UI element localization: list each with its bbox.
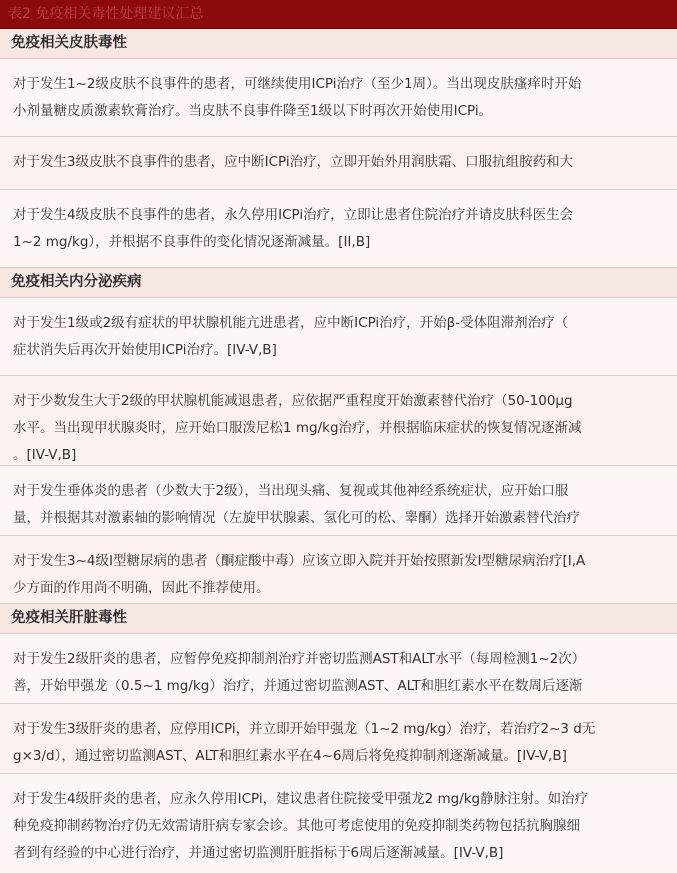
- row-text-line: 1~2 mg/kg），并根据不良事件的变化情况逐渐减量。[II,B]: [13, 234, 371, 250]
- row-text-line: 种免疫抑制药物治疗仍无效需请肝病专家会诊。其他可考虑使用的免疫抑制类药物包括抗胸腺细: [13, 818, 580, 834]
- row-text-line: 小剂量糖皮质激素软膏治疗。当皮肤不良事件降至1级以下时再次开始使用ICPi。: [13, 103, 493, 119]
- table-row: [0, 704, 677, 774]
- table-row: [0, 536, 677, 604]
- table-row: [0, 59, 677, 137]
- table-title: 表2 免疫相关毒性处理建议汇总: [0, 0, 677, 29]
- row-text-line: 。[IV-V,B]: [13, 447, 77, 463]
- table-row: [0, 298, 677, 376]
- row-text-line: 量，并根据其对激素轴的影响情况（左旋甲状腺素、氢化可的松、睾酮）选择开始激素替代治疗: [13, 510, 580, 526]
- table-row: [0, 466, 677, 536]
- row-text-line: 对于发生3级皮肤不良事件的患者，应中断ICPi治疗，立即开始外用润肤霜、口服抗组胺药和大: [13, 154, 574, 170]
- table-row: [0, 634, 677, 704]
- table-row: [0, 774, 677, 874]
- row-text-line: 对于发生3~4级I型糖尿病的患者（酮症酸中毒）应该立即入院并开始按照新发I型糖尿病治疗[I,A: [13, 553, 586, 569]
- row-text-line: 对于少数发生大于2级的甲状腺机能减退患者，应依据严重程度开始激素替代治疗（50-100μg: [13, 393, 573, 409]
- row-text-line: 对于发生垂体炎的患者（少数大于2级），当出现头痛、复视或其他神经系统症状，应开始口服: [13, 483, 569, 499]
- table-row: [0, 190, 677, 268]
- row-text-line: g×3/d），通过密切监测AST、ALT和胆红素水平在4~6周后将免疫抑制剂逐渐减量。[IV-V,B]: [13, 748, 567, 764]
- row-text-line: 对于发生1级或2级有症状的甲状腺机能亢进患者，应中断ICPi治疗，开始β-受体阻滞剂治疗（: [13, 315, 569, 331]
- row-text-line: 少方面的作用尚不明确，因此不推荐使用。: [13, 580, 270, 596]
- table-row: [0, 137, 677, 190]
- section-header-skin: 免疫相关皮肤毒性: [0, 29, 677, 59]
- row-text-line: 对于发生4级肝炎的患者，应永久停用ICPi，建议患者住院接受甲强龙2 mg/kg静脉注射。如治疗: [13, 791, 589, 807]
- row-text-line: 者到有经验的中心进行治疗，并通过密切监测肝脏指标于6周后逐渐减量。[IV-V,B]: [13, 845, 504, 861]
- row-text-line: 对于发生1~2级皮肤不良事件的患者，可继续使用ICPi治疗（至少1周）。当出现皮肤瘙痒时开始: [13, 76, 582, 92]
- row-text-line: 对于发生4级皮肤不良事件的患者，永久停用ICPi治疗，立即让患者住院治疗并请皮肤科医生会: [13, 207, 574, 223]
- row-text-line: 对于发生2级肝炎的患者，应暂停免疫抑制剂治疗并密切监测AST和ALT水平（每周检测1~2次）: [13, 651, 586, 667]
- row-text-line: 症状消失后再次开始使用ICPi治疗。[IV-V,B]: [13, 342, 277, 358]
- section-header-liver: 免疫相关肝脏毒性: [0, 604, 677, 634]
- row-text-line: 善，开始甲强龙（0.5~1 mg/kg）治疗，并通过密切监测AST、ALT和胆红素水平在数周后逐渐: [13, 678, 583, 694]
- section-header-endocrine: 免疫相关内分泌疾病: [0, 268, 677, 298]
- row-text-line: 水平。当出现甲状腺炎时，应开始口服泼尼松1 mg/kg治疗，并根据临床症状的恢复情况逐渐减: [13, 420, 582, 436]
- row-text-line: 对于发生3级肝炎的患者，应停用ICPi，并立即开始甲强龙（1~2 mg/kg）治疗，若治疗2~3 d无: [13, 721, 596, 737]
- table-row: [0, 376, 677, 466]
